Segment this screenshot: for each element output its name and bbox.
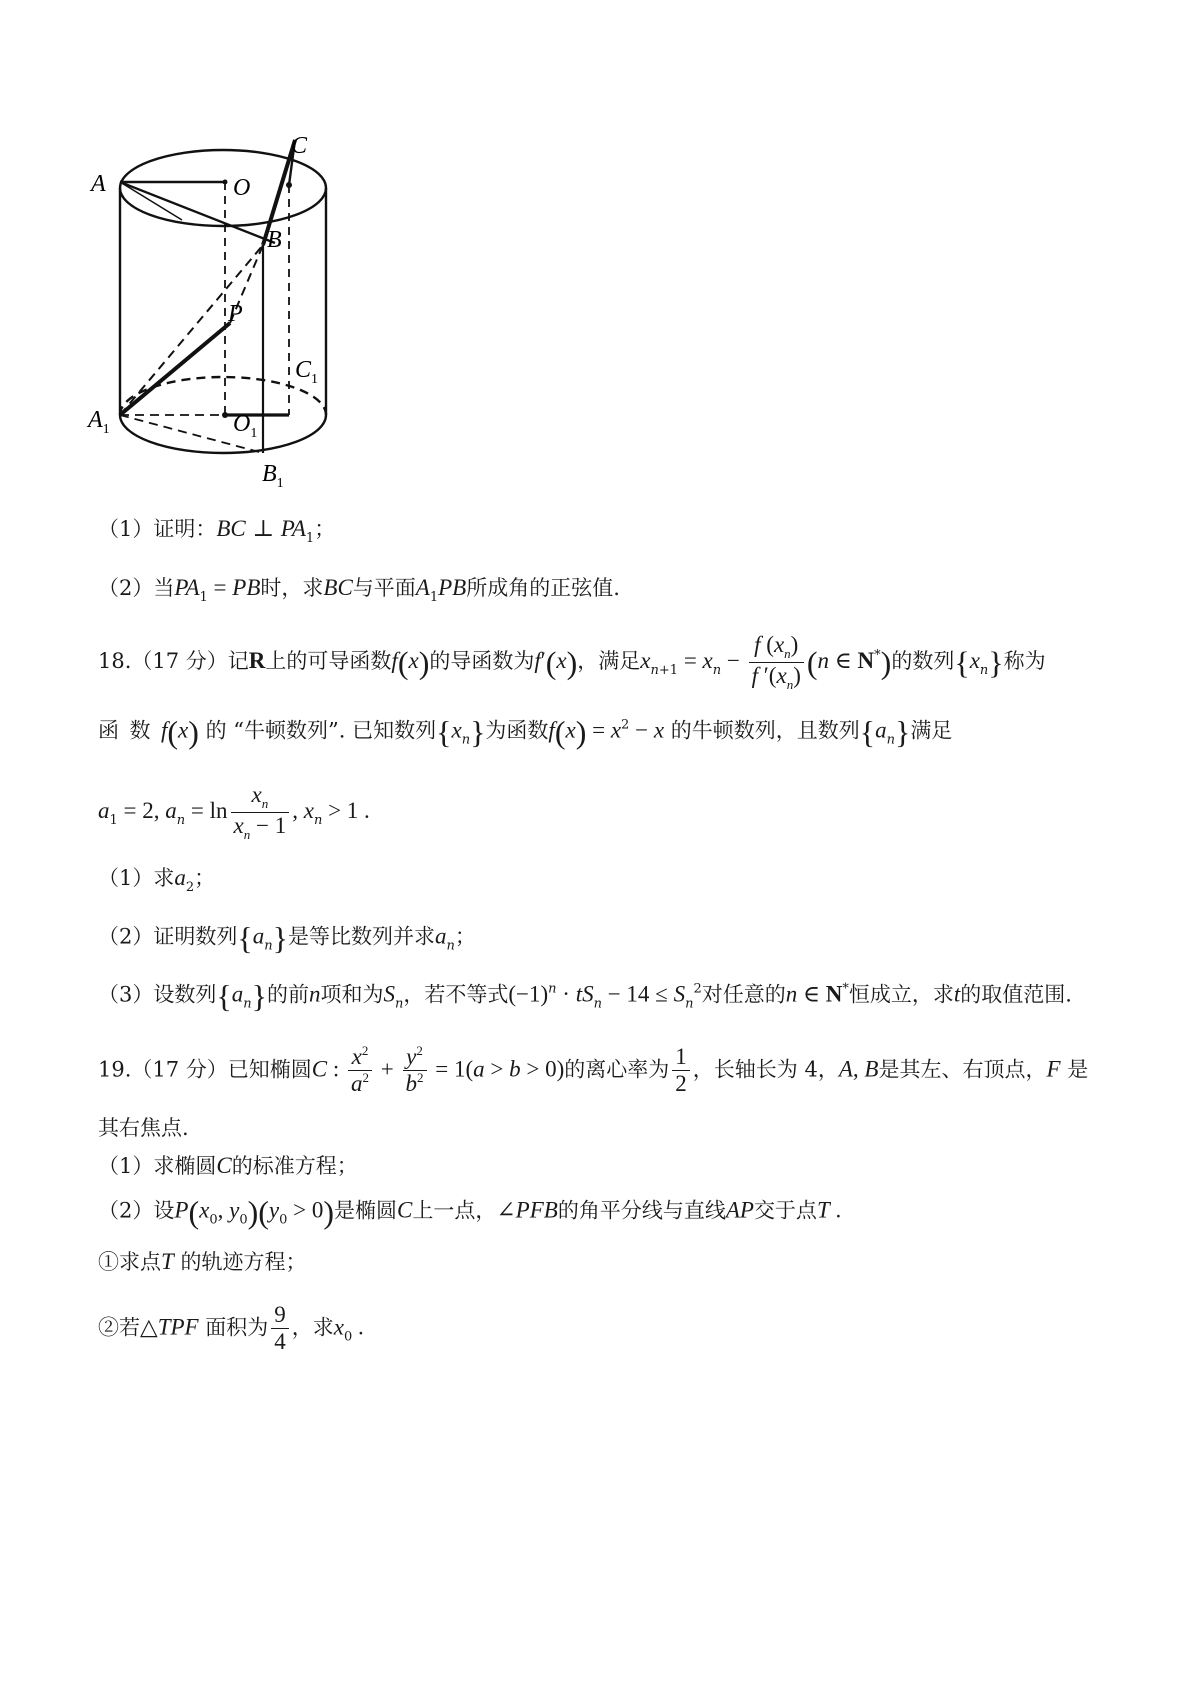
label-B1: $B_1$ xyxy=(262,461,284,491)
q19-sub2: ②若△TPF 面积为 $\frac{9}{4}$ ，求$x_0$ . xyxy=(98,1302,364,1355)
q18-part1: （1）求$a_2$； xyxy=(98,865,216,895)
q17-part2: （2）当$PA_1$ = PB时，求BC与平面$A_1PB$所成角的正弦值. xyxy=(98,575,620,605)
q18-line3: $a_1 = 2$, $a_n = \ln$ $\frac{x_n}{x_n - 1}$ , $x_n > 1$ . xyxy=(98,782,370,842)
label-A: A xyxy=(91,171,106,197)
q18-line2: 函数f(x) 的 “牛顿数列”. 已知数列$\{x_n\}$为函数$f(x) = x^2 - x$ 的牛顿数列，且数列$\{a_n\}$满足 xyxy=(98,714,953,750)
q19-line2: 其右焦点. xyxy=(98,1116,189,1140)
label-C: C xyxy=(291,133,308,159)
bottom-ellipse-front xyxy=(120,415,326,453)
cylinder-figure xyxy=(85,125,355,495)
q18-part2: （2）证明数列$\{a_n\}$是等比数列并求$a_n$； xyxy=(98,920,476,956)
label-O1: $O_1$ xyxy=(233,411,258,441)
label-P: P xyxy=(228,301,243,327)
q19-part2: （2）设$P(x_0$, $y_0)(y_0 > 0)$是椭圆C上一点，∠PFB的角平分线与直线AP交于点T . xyxy=(98,1194,842,1230)
top-ellipse xyxy=(120,150,326,226)
label-C1: $C_1$ xyxy=(295,357,319,387)
label-O: O xyxy=(233,175,251,201)
q19-line1: 19.（17 分）已知椭圆C : $\frac{x^2}{a^2}$ + $\frac{y^2}{b^2}$ = 1(a > b > 0)的离心率为 $\frac{1}{2}$ ，长轴长为 4，A, B是其左、右顶点，F 是 xyxy=(98,1043,1089,1097)
label-B: B xyxy=(267,227,282,253)
q19-sub1: ①求点T 的轨迹方程； xyxy=(98,1249,307,1274)
q18-line1: 18.（17 分）记R上的可导函数f(x)的导函数为f′(x)，满足$x_{n+1} = x_n$ − $\frac{f (x_n)}{f '(x_n)}$ (n ∈ N*)的数列$\{x_n\}$称为 xyxy=(98,632,1046,692)
q17-part1: （1）证明：BC ⊥ $PA_1$； xyxy=(98,516,336,546)
q18-part3: （3）设数列$\{a_n\}$的前n项和为$S_n$，若不等式$(-1)^n \cdot tS_n - 14 \le S_n^2$对任意的n ∈ N*恒成立，求t的取值范围. xyxy=(98,978,1072,1014)
label-A1: $A_1$ xyxy=(88,407,110,437)
q19-part1: （1）求椭圆C的标准方程； xyxy=(98,1153,358,1178)
